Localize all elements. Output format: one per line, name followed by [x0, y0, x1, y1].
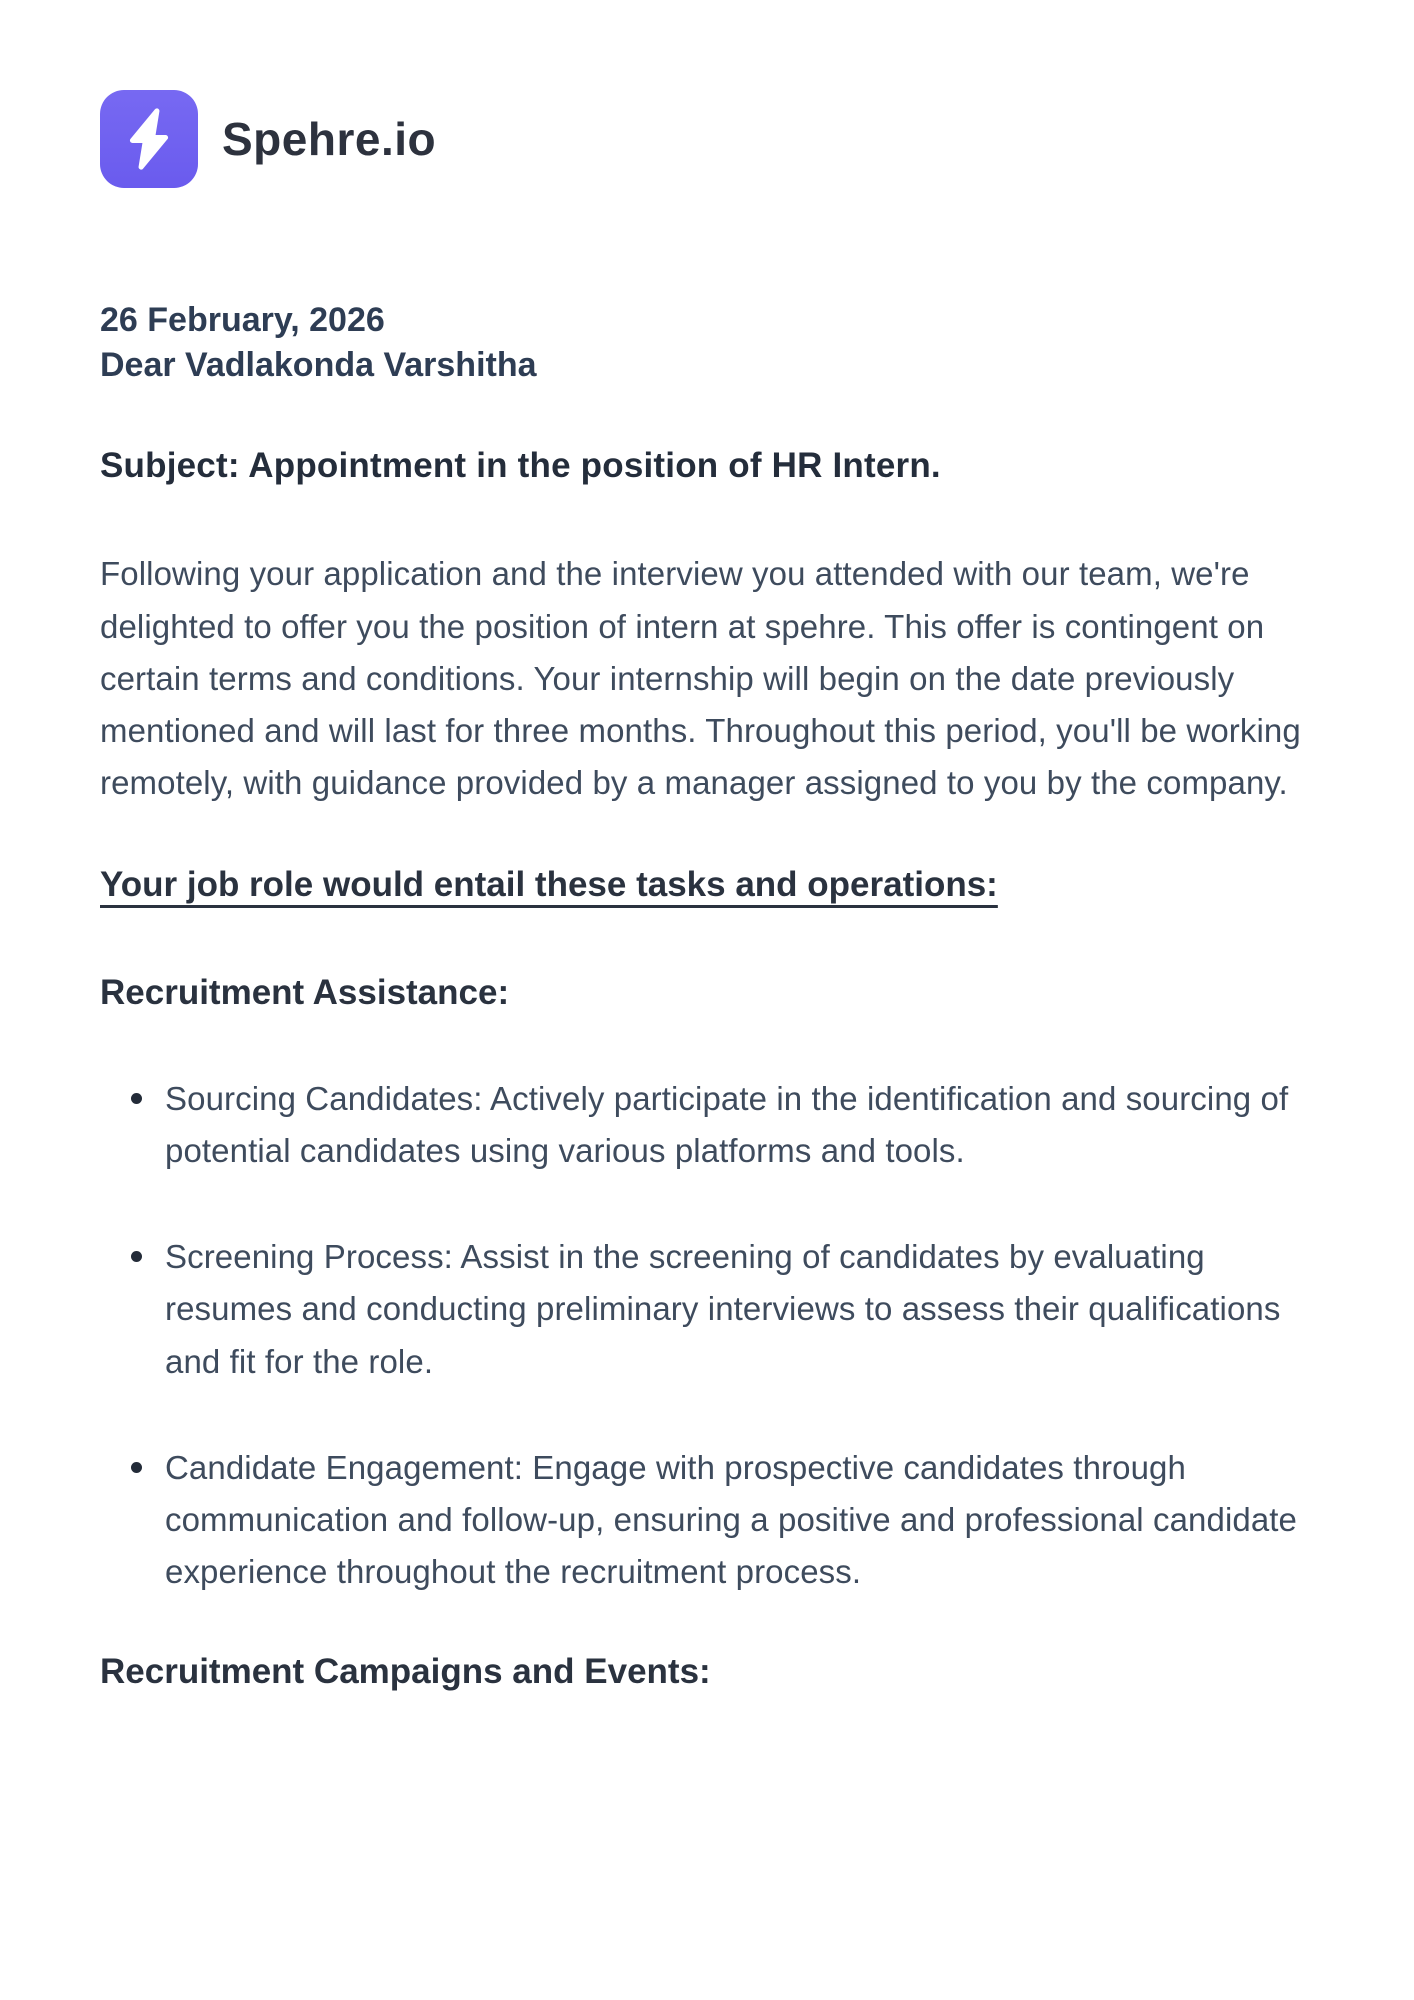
section-heading-recruitment-assistance: Recruitment Assistance:	[100, 973, 510, 1013]
list-item	[100, 1231, 1305, 1387]
bullet-dot-icon	[131, 1462, 142, 1473]
letter-date: 26 February, 2026	[100, 301, 385, 339]
bullet-text: Sourcing Candidates: Actively participate in the identification and sourcing of potential candidates using various platforms and tools.	[165, 1080, 1289, 1170]
intro-paragraph: Following your application and the interview you attended with our team, we're delighted to offer you the position of intern at spehre. This offer is contingent on certain terms and conditions. Your internship will begin on the date previously mentioned and will last for three months. Throughout this period, you'll be working remotely, with guidance provided by a manager assigned to you by the company.	[100, 555, 1301, 801]
brand-logo	[100, 90, 1318, 188]
bullet-text: Screening Process: Assist in the screening of candidates by evaluating resumes and conducting preliminary interviews to assess their qualifications and fit for the role.	[165, 1238, 1281, 1380]
section-heading-recruitment-campaigns: Recruitment Campaigns and Events:	[100, 1652, 711, 1692]
letter-greeting: Dear Vadlakonda Varshitha	[100, 346, 537, 385]
subject-line: Subject: Appointment in the position of HR Intern.	[100, 446, 941, 486]
s-lightning-icon	[100, 90, 198, 188]
bullet-dot-icon	[131, 1093, 142, 1104]
bullet-dot-icon	[131, 1251, 142, 1262]
list-item	[100, 1442, 1305, 1598]
brand-name: Spehre.io	[222, 113, 437, 165]
list-item	[100, 1073, 1305, 1177]
date-and-greeting	[100, 298, 1318, 388]
tasks-heading: Your job role would entail these tasks and operations:	[100, 865, 998, 905]
recruitment-assistance-bullet-list	[100, 1073, 1318, 1598]
bullet-text: Candidate Engagement: Engage with prospective candidates through communication and follow-up, ensuring a positive and professional candidate experience throughout the recruitment process.	[165, 1448, 1298, 1590]
